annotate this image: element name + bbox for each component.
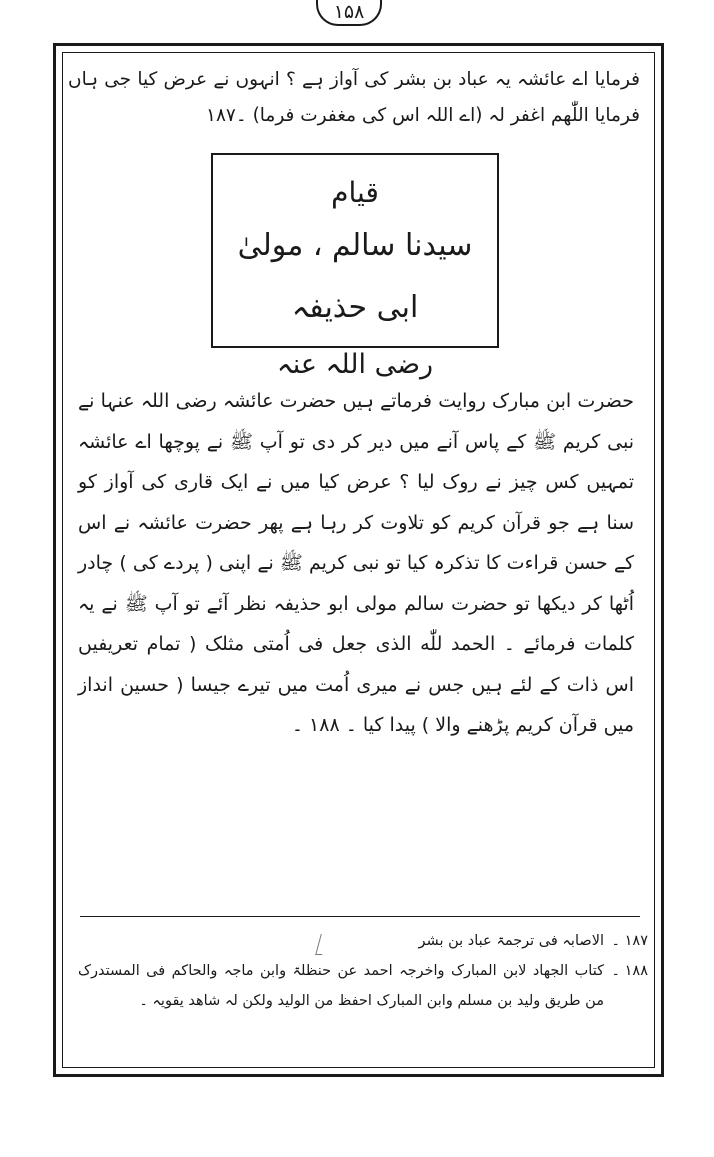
section-heading-name: سیدنا سالم ، مولیٰ ابی حذیفہ — [237, 228, 473, 325]
footnote-number: ۱۸۸ ۔ — [611, 963, 648, 979]
section-heading-box — [211, 153, 499, 380]
footnotes — [78, 926, 648, 1016]
footnote-divider — [80, 916, 640, 917]
intro-paragraph: فرمایا اے عائشہ یہ عباد بن بشر کی آواز ہے ؟ انہوں نے عرض کیا جی ہاں فرمایا اللّٰھم اغفر لہ (اے اللہ اس کی مغفرت فرما) ۔۱۸۷ — [68, 69, 640, 126]
section-heading-honorific: رضی اللہ عنہ — [276, 349, 434, 380]
footnote-number: ۱۸۷ ۔ — [611, 933, 648, 949]
page-number: ۱۵۸ — [316, 0, 382, 26]
section-heading-title: قیام — [331, 176, 379, 209]
footnote-text: الاصابہ فی ترجمۃ عباد بن بشر — [418, 933, 604, 949]
footnote-item — [78, 956, 648, 1016]
main-paragraph: حضرت ابن مبارک روایت فرماتے ہیں حضرت عائشہ رضی اللہ عنہا نے نبی کریم ﷺ کے پاس آنے میں دیر کر دی تو آپ ﷺ نے پوچھا اے عائشہ تمہیں کس چیز نے روک لیا ؟ عرض کیا میں نے ایک قاری کی آواز کو سنا ہے جو قرآن کریم کو تلاوت کر رہا ہے پھر حضرت عائشہ نے اس کے حسن قراءت کا تذکرہ کیا تو نبی کریم ﷺ نے اپنی ( پردے کی ) چادر اُٹھا کر دیکھا تو حضرت سالم مولی ابو حذیفہ نظر آئے تو آپ ﷺ نے یہ کلمات فرمائے ۔ الحمد للّٰه الذی جعل فی اُمتی مثلک ( تمام تعریفیں اس ذات کے لئے ہیں جس نے میری اُمت میں تیرے جیسا ( حسین انداز میں قرآن کریم پڑھنے والا ) پیدا کیا ۔ ۱۸۸ ۔ — [78, 390, 634, 736]
footnote-item — [78, 926, 648, 956]
footnote-text: کتاب الجھاد لابن المبارک واخرجہ احمد عن حنظلۃ وابن ماجہ والحاکم فی المستدرک من طریق ولید بن مسلم وابن المبارک احفظ من الولید ولکن لہ شاھد یقویہ ۔ — [78, 963, 604, 1009]
